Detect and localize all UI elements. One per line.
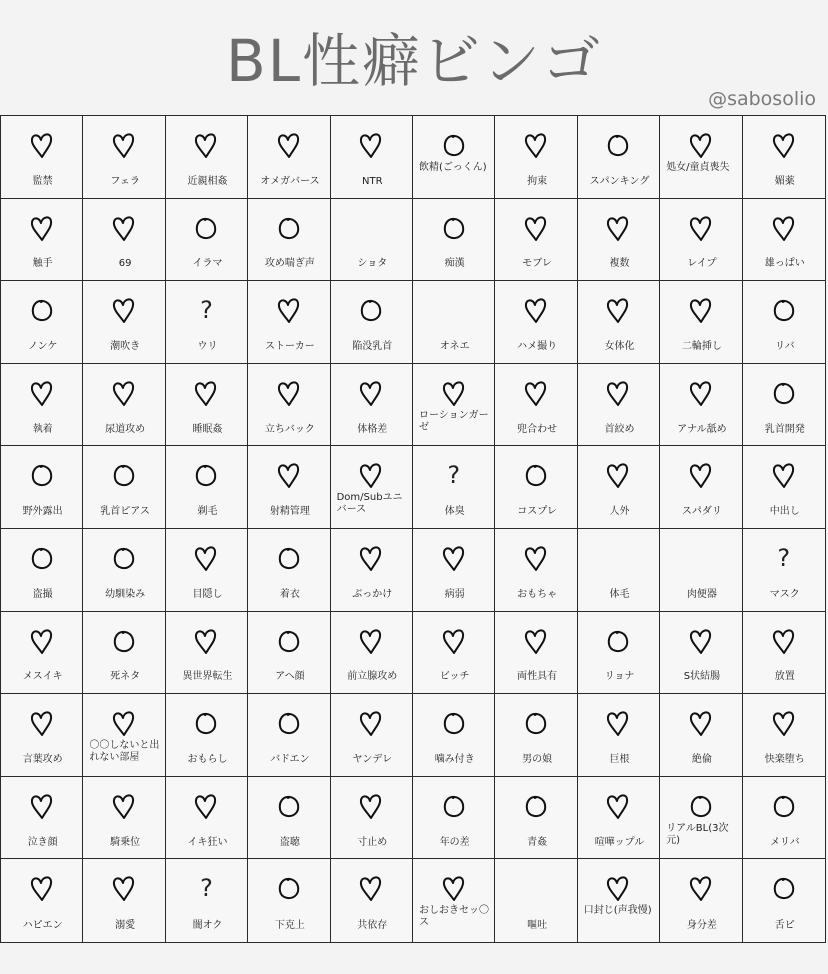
heart-mark-icon	[603, 791, 633, 823]
cell-label: 睡眠姦	[192, 423, 223, 435]
cell-label: 青姦	[527, 836, 548, 848]
cell-label: 中出し	[769, 506, 800, 518]
cell-label: 男の娘	[522, 753, 553, 765]
circle-mark-icon	[191, 708, 221, 740]
bingo-cell	[578, 281, 660, 364]
bingo-cell	[495, 612, 577, 695]
circle-mark-icon	[769, 791, 799, 823]
cell-label: 目隠し	[192, 588, 223, 600]
heart-mark-icon	[356, 791, 386, 823]
bingo-cell	[83, 529, 165, 612]
heart-mark-icon	[109, 873, 139, 905]
heart-mark-icon	[27, 130, 57, 162]
cell-label: メリバ	[769, 836, 800, 848]
cell-label: コスプレ	[517, 506, 557, 518]
bingo-cell	[413, 199, 495, 282]
cell-label: 乳首開発	[764, 423, 805, 435]
heart-mark-icon	[274, 130, 304, 162]
bingo-cell	[1, 529, 83, 612]
bingo-cell	[413, 364, 495, 447]
bingo-cell	[413, 694, 495, 777]
circle-mark-icon	[521, 791, 551, 823]
bingo-cell	[413, 529, 495, 612]
bingo-cell	[743, 777, 825, 860]
heart-mark-icon	[521, 130, 551, 162]
bingo-cell	[578, 777, 660, 860]
bingo-cell	[495, 364, 577, 447]
heart-mark-icon	[356, 708, 386, 740]
circle-mark-icon	[109, 626, 139, 658]
cell-label: 前立腺攻め	[347, 671, 398, 683]
cell-label: オネエ	[439, 340, 470, 352]
bingo-cell	[83, 446, 165, 529]
bingo-cell	[495, 859, 577, 942]
heart-mark-icon	[27, 626, 57, 658]
cell-label: 野外露出	[22, 506, 63, 518]
bingo-cell	[660, 529, 742, 612]
cell-label: 雄っぱい	[764, 258, 805, 270]
circle-mark-icon	[439, 708, 469, 740]
cell-label: おもらし	[187, 753, 228, 765]
cell-label: 攻め喘ぎ声	[264, 258, 315, 270]
cell-label: ヤンデレ	[352, 753, 393, 765]
cell-label: イラマ	[192, 258, 223, 270]
bingo-cell	[578, 116, 660, 199]
bingo-cell	[743, 694, 825, 777]
bingo-cell	[495, 199, 577, 282]
cell-label: 拘束	[527, 175, 548, 187]
question-mark-icon: ?	[200, 296, 213, 325]
bingo-cell	[331, 364, 413, 447]
cell-label: 放置	[774, 671, 795, 683]
circle-mark-icon	[109, 543, 139, 575]
bingo-cell	[248, 694, 330, 777]
cell-label: ショタ	[357, 258, 388, 270]
cell-label: 執着	[32, 423, 53, 435]
heart-mark-icon	[686, 708, 716, 740]
bingo-cell	[248, 859, 330, 942]
cell-label: 盗撮	[32, 588, 53, 600]
circle-mark-icon	[274, 791, 304, 823]
heart-mark-icon	[27, 873, 57, 905]
bingo-cell	[495, 116, 577, 199]
heart-mark-icon	[274, 460, 304, 492]
cell-label: 口封じ(声我慢)	[583, 905, 652, 917]
bingo-cell	[413, 859, 495, 942]
bingo-cell	[83, 281, 165, 364]
cell-label: アヘ顔	[275, 671, 305, 683]
cell-label: ビッチ	[439, 671, 470, 683]
bingo-cell	[83, 116, 165, 199]
cell-label: リョナ	[604, 671, 635, 683]
bingo-cell	[166, 199, 248, 282]
cell-label: 乳首ピアス	[100, 506, 150, 518]
bingo-grid	[0, 115, 826, 943]
heart-mark-icon	[356, 626, 386, 658]
bingo-cell	[495, 694, 577, 777]
heart-mark-icon	[603, 295, 633, 327]
bingo-cell	[331, 777, 413, 860]
bingo-cell	[248, 777, 330, 860]
cell-label: 闇オク	[192, 919, 223, 931]
cell-label: ハメ撮り	[517, 340, 558, 352]
cell-label: 寸止め	[357, 836, 388, 848]
bingo-cell	[248, 199, 330, 282]
circle-mark-icon	[191, 213, 221, 245]
cell-label: 噛み付き	[434, 753, 475, 765]
page-title: BL性癖ビンゴ	[225, 27, 603, 95]
cell-label: ストーカー	[264, 340, 315, 352]
cell-label: ハピエン	[22, 919, 63, 931]
cell-label: 年の差	[439, 836, 470, 848]
bingo-cell	[248, 446, 330, 529]
cell-label: イキ狂い	[187, 836, 228, 848]
cell-label: ぶっかけ	[352, 588, 393, 600]
circle-mark-icon	[439, 213, 469, 245]
bingo-cell	[331, 116, 413, 199]
circle-mark-icon	[603, 130, 633, 162]
circle-mark-icon	[769, 378, 799, 410]
question-mark-icon: ?	[447, 461, 461, 490]
bingo-cell	[495, 529, 577, 612]
heart-mark-icon	[109, 378, 139, 410]
bingo-cell	[83, 364, 165, 447]
cell-label: 盗聴	[279, 836, 300, 848]
heart-mark-icon	[356, 130, 386, 162]
bingo-cell	[331, 446, 413, 529]
cell-label: 溺愛	[115, 919, 136, 931]
cell-label: 着衣	[279, 588, 300, 600]
cell-label: 〇〇しないと出れない部屋	[89, 740, 160, 764]
circle-mark-icon	[439, 791, 469, 823]
heart-mark-icon	[603, 378, 633, 410]
heart-mark-icon	[686, 873, 716, 905]
cell-label: 人外	[609, 506, 630, 518]
heart-mark-icon	[27, 378, 57, 410]
bingo-cell	[743, 281, 825, 364]
bingo-cell	[578, 694, 660, 777]
cell-label: 尿道攻め	[105, 423, 146, 435]
heart-mark-icon	[603, 460, 633, 492]
cell-label: 痴漢	[444, 258, 465, 270]
circle-mark-icon	[769, 295, 799, 327]
circle-mark-icon	[521, 708, 551, 740]
heart-mark-icon	[769, 708, 799, 740]
bingo-cell	[83, 859, 165, 942]
bingo-cell	[1, 116, 83, 199]
bingo-cell	[331, 859, 413, 942]
cell-label: 肉便器	[686, 588, 717, 600]
cell-label: 泣き顔	[27, 836, 58, 848]
cell-label: 複数	[609, 258, 630, 270]
cell-label: 共依存	[357, 919, 388, 931]
bingo-cell	[743, 199, 825, 282]
cell-label: 兜合わせ	[517, 423, 558, 435]
bingo-cell	[248, 529, 330, 612]
heart-mark-icon	[356, 873, 386, 905]
heart-mark-icon	[603, 213, 633, 245]
bingo-cell	[660, 446, 742, 529]
circle-mark-icon	[274, 626, 304, 658]
cell-label: 舌ピ	[774, 919, 795, 931]
cell-label: 69	[118, 258, 132, 270]
bingo-cell	[743, 859, 825, 942]
cell-label: 喧嘩ップル	[594, 836, 645, 848]
cell-label: 言葉攻め	[22, 753, 63, 765]
question-mark-icon: ?	[777, 543, 791, 572]
heart-mark-icon	[769, 460, 799, 492]
circle-mark-icon	[274, 708, 304, 740]
cell-label: 病弱	[444, 588, 465, 600]
bingo-cell	[1, 612, 83, 695]
bingo-cell	[166, 281, 248, 364]
bingo-cell	[1, 777, 83, 860]
bingo-cell	[660, 612, 742, 695]
bingo-cell	[413, 612, 495, 695]
bingo-cell	[248, 116, 330, 199]
circle-mark-icon	[27, 295, 57, 327]
bingo-cell	[166, 446, 248, 529]
heart-mark-icon	[521, 213, 551, 245]
cell-label: レイプ	[687, 258, 717, 270]
bingo-cell	[83, 694, 165, 777]
circle-mark-icon	[27, 460, 57, 492]
cell-label: リアルBL(3次元)	[666, 822, 729, 846]
heart-mark-icon	[686, 378, 716, 410]
heart-mark-icon	[356, 460, 386, 492]
heart-mark-icon	[109, 213, 139, 245]
cell-label: 陥没乳首	[352, 340, 393, 352]
heart-mark-icon	[769, 626, 799, 658]
bingo-cell	[1, 199, 83, 282]
heart-mark-icon	[274, 378, 304, 410]
cell-label: 媚薬	[774, 175, 795, 187]
bingo-cell	[166, 859, 248, 942]
heart-mark-icon	[686, 460, 716, 492]
heart-mark-icon	[27, 708, 57, 740]
bingo-cell	[1, 364, 83, 447]
heart-mark-icon	[191, 130, 221, 162]
heart-mark-icon	[27, 213, 57, 245]
bingo-cell	[1, 446, 83, 529]
heart-mark-icon	[521, 626, 551, 658]
bingo-cell	[660, 859, 742, 942]
bingo-cell	[166, 364, 248, 447]
heart-mark-icon	[27, 791, 57, 823]
bingo-cell	[578, 859, 660, 942]
circle-mark-icon	[769, 873, 799, 905]
cell-label: ローションガーゼ	[419, 409, 489, 433]
cell-label: 快楽堕ち	[764, 753, 805, 765]
cell-label: スパンキング	[589, 175, 650, 187]
cell-label: モブレ	[522, 258, 552, 270]
bingo-cell	[83, 612, 165, 695]
cell-label: バドエン	[270, 753, 310, 765]
cell-label: 射精管理	[269, 506, 310, 518]
bingo-cell	[83, 199, 165, 282]
cell-label: 剃毛	[197, 506, 218, 518]
bingo-cell	[248, 364, 330, 447]
cell-label: 体格差	[357, 423, 388, 435]
heart-mark-icon	[191, 626, 221, 658]
circle-mark-icon	[274, 873, 304, 905]
circle-mark-icon	[109, 460, 139, 492]
circle-mark-icon	[603, 626, 633, 658]
cell-label: マスク	[769, 588, 800, 600]
heart-mark-icon	[356, 543, 386, 575]
heart-mark-icon	[769, 130, 799, 162]
heart-mark-icon	[603, 708, 633, 740]
heart-mark-icon	[603, 873, 633, 905]
cell-label: 嘔吐	[527, 919, 548, 931]
heart-mark-icon	[109, 295, 139, 327]
circle-mark-icon	[356, 295, 386, 327]
circle-mark-icon	[191, 460, 221, 492]
bingo-cell	[743, 364, 825, 447]
circle-mark-icon	[27, 543, 57, 575]
cell-label: 下克上	[274, 919, 305, 931]
cell-label: リバ	[774, 340, 795, 352]
bingo-cell	[413, 446, 495, 529]
bingo-cell	[495, 446, 577, 529]
heart-mark-icon	[769, 213, 799, 245]
cell-label: 立ちバック	[264, 423, 315, 435]
cell-label: おもちゃ	[517, 588, 558, 600]
bingo-cell	[743, 116, 825, 199]
heart-mark-icon	[686, 626, 716, 658]
cell-label: 首絞め	[604, 423, 635, 435]
question-mark-icon: ?	[200, 874, 213, 903]
circle-mark-icon	[274, 213, 304, 245]
bingo-cell	[743, 529, 825, 612]
cell-label: フェラ	[110, 175, 140, 187]
heart-mark-icon	[109, 791, 139, 823]
heart-mark-icon	[521, 295, 551, 327]
bingo-cell	[413, 777, 495, 860]
bingo-cell	[578, 529, 660, 612]
bingo-cell	[166, 529, 248, 612]
bingo-cell	[1, 859, 83, 942]
cell-label: 幼馴染み	[105, 588, 146, 600]
cell-label: 潮吹き	[110, 340, 141, 352]
heart-mark-icon	[191, 378, 221, 410]
bingo-cell	[495, 777, 577, 860]
heart-mark-icon	[356, 378, 386, 410]
cell-label: アナル舐め	[677, 423, 727, 435]
heart-mark-icon	[191, 791, 221, 823]
heart-mark-icon	[686, 130, 716, 162]
bingo-cell	[413, 116, 495, 199]
heart-mark-icon	[191, 543, 221, 575]
heart-mark-icon	[521, 378, 551, 410]
heart-mark-icon	[109, 130, 139, 162]
bingo-cell	[743, 446, 825, 529]
heart-mark-icon	[274, 295, 304, 327]
bingo-cell	[660, 694, 742, 777]
bingo-cell	[83, 777, 165, 860]
heart-mark-icon	[109, 708, 139, 740]
cell-label: 巨根	[609, 753, 630, 765]
bingo-cell	[1, 694, 83, 777]
cell-label: 触手	[32, 258, 53, 270]
circle-mark-icon	[686, 791, 716, 823]
bingo-cell	[660, 281, 742, 364]
bingo-cell	[413, 281, 495, 364]
bingo-cell	[166, 777, 248, 860]
cell-label: 体臭	[444, 506, 465, 518]
circle-mark-icon	[521, 460, 551, 492]
bingo-cell	[166, 694, 248, 777]
cell-label: S状結腸	[683, 671, 721, 683]
cell-label: おしおきセッ〇ス	[419, 905, 489, 929]
bingo-cell	[578, 364, 660, 447]
cell-label: 飲精(ごっくん)	[419, 162, 487, 173]
bingo-cell	[578, 612, 660, 695]
cell-label: 女体化	[604, 340, 635, 352]
bingo-cell	[578, 199, 660, 282]
cell-label: Dom/Subユニバース	[336, 492, 403, 516]
cell-label: メスイキ	[22, 671, 63, 683]
circle-mark-icon	[274, 543, 304, 575]
bingo-cell	[331, 694, 413, 777]
cell-label: 身分差	[686, 919, 717, 931]
heart-mark-icon	[439, 873, 469, 905]
circle-mark-icon	[439, 130, 469, 162]
bingo-cell	[660, 199, 742, 282]
heart-mark-icon	[686, 213, 716, 245]
bingo-cell	[660, 777, 742, 860]
cell-label: 絶倫	[691, 753, 712, 765]
heart-mark-icon	[521, 543, 551, 575]
bingo-cell	[743, 612, 825, 695]
bingo-cell	[660, 116, 742, 199]
cell-label: 死ネタ	[110, 671, 141, 683]
bingo-cell	[331, 281, 413, 364]
bingo-cell	[331, 199, 413, 282]
bingo-cell	[331, 612, 413, 695]
bingo-cell	[331, 529, 413, 612]
heart-mark-icon	[439, 626, 469, 658]
cell-label: 異世界転生	[182, 671, 233, 683]
cell-label: 処女/童貞喪失	[666, 162, 730, 173]
bingo-cell	[660, 364, 742, 447]
cell-label: スパダリ	[681, 506, 722, 518]
bingo-cell	[166, 612, 248, 695]
cell-label: 監禁	[32, 175, 53, 187]
author-credit: @sabosolio	[708, 88, 816, 110]
cell-label: ウリ	[197, 340, 218, 352]
cell-label: オメガバース	[260, 175, 320, 187]
bingo-cell	[578, 446, 660, 529]
bingo-cell	[248, 281, 330, 364]
cell-label: 両性具有	[517, 671, 558, 683]
bingo-cell	[495, 281, 577, 364]
bingo-cell	[166, 116, 248, 199]
bingo-cell	[1, 281, 83, 364]
heart-mark-icon	[686, 295, 716, 327]
cell-label: 騎乗位	[110, 836, 141, 848]
cell-label: ノンケ	[27, 340, 58, 352]
cell-label: 近親相姦	[187, 175, 228, 187]
cell-label: NTR	[362, 175, 383, 187]
heart-mark-icon	[439, 378, 469, 410]
bingo-cell	[248, 612, 330, 695]
heart-mark-icon	[439, 543, 469, 575]
cell-label: 二輪挿し	[681, 340, 722, 352]
cell-label: 体毛	[609, 588, 630, 600]
